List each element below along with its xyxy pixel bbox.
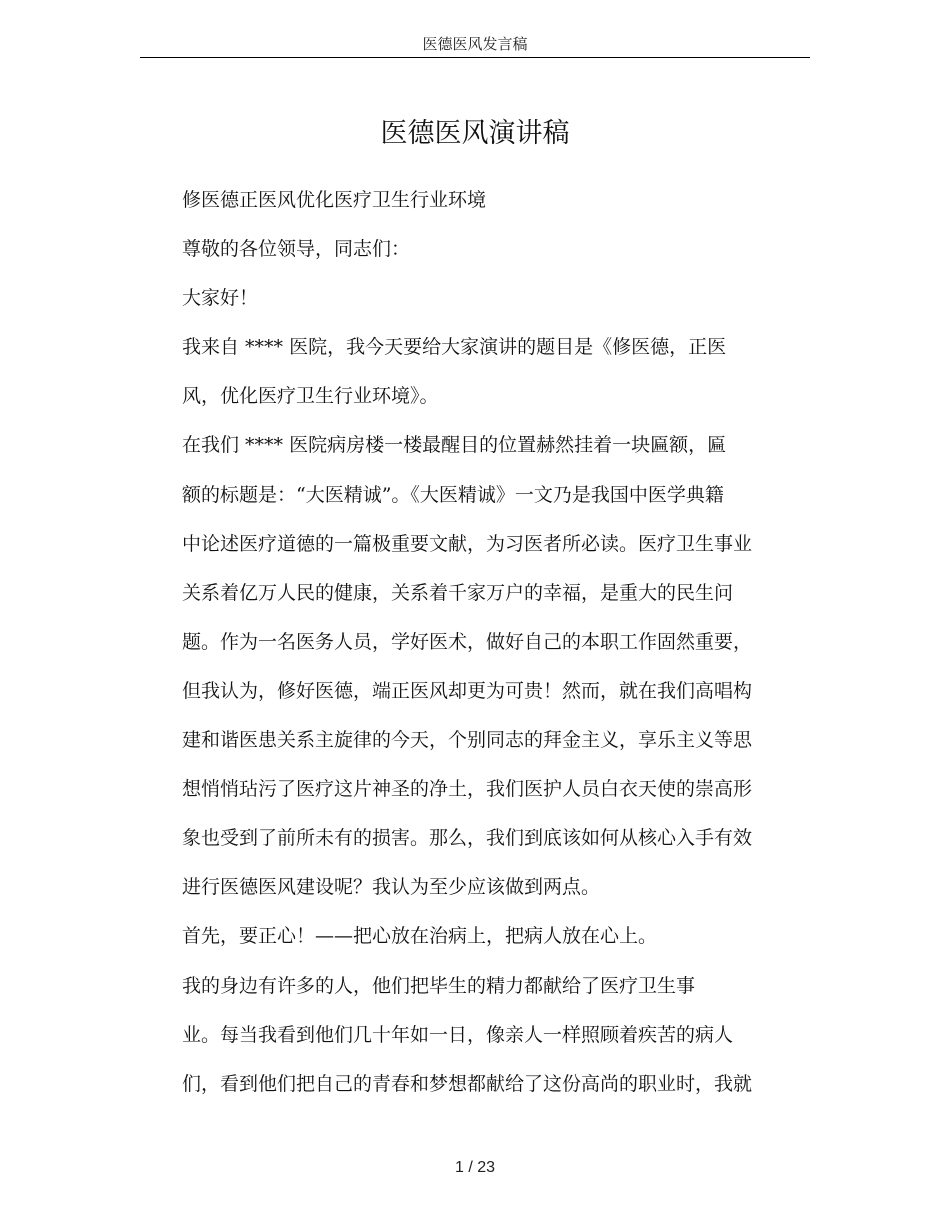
paragraph-colleagues (140, 962, 768, 1109)
paragraph-plaque (140, 421, 768, 912)
text-line: 尊敬的各位领导，同志们： (182, 238, 411, 261)
paragraph-introduction (140, 323, 768, 421)
text-line: 象也受到了前所未有的损害。那么，我们到底该如何从核心入手有效 (182, 827, 753, 850)
text-line: 建和谐医患关系主旋律的今天，个别同志的拜金主义，享乐主义等思 (182, 729, 753, 752)
text-line: 我来自 **** 医院，我今天要给大家演讲的题目是《修医德，正医 (182, 336, 727, 359)
text-line: 我的身边有许多的人，他们把毕生的精力都献给了医疗卫生事 (182, 974, 696, 997)
text-line: 们，看到他们把自己的青春和梦想都献给了这份高尚的职业时，我就 (182, 1072, 753, 1095)
paragraph-first-point (140, 912, 768, 961)
paragraph-subtitle (140, 176, 768, 225)
text-line: 修医德正医风优化医疗卫生行业环境 (182, 189, 487, 211)
text-line: 题。作为一名医务人员，学好医术，做好自己的本职工作固然重要， (182, 630, 753, 653)
text-line: 首先，要正心！——把心放在治病上，把病人放在心上。 (182, 925, 658, 948)
document-title: 医德医风演讲稿 (380, 118, 570, 149)
text-line: 业。每当我看到他们几十年如一日，像亲人一样照顾着疾苦的病人 (182, 1023, 734, 1046)
text-line: 关系着亿万人民的健康，关系着千家万户的幸福，是重大的民生问 (182, 581, 734, 604)
text-line: 在我们 **** 医院病房楼一楼最醒目的位置赫然挂着一块匾额，匾 (182, 434, 727, 457)
text-line: 但我认为，修好医德，端正医风却更为可贵！然而，就在我们高唱构 (182, 679, 753, 702)
running-header: 医德医风发言稿 (422, 35, 528, 53)
text-line: 想悄悄玷污了医疗这片神圣的净土，我们医护人员白衣天使的崇高形 (182, 778, 753, 801)
text-line: 额的标题是：“大医精诚”。《大医精诚》一文乃是我国中医学典籍 (182, 483, 724, 506)
text-line: 风，优化医疗卫生行业环境》。 (182, 385, 439, 408)
paragraph-greeting (140, 274, 768, 323)
header-divider (140, 57, 810, 58)
page-number: 1 / 23 (454, 1159, 496, 1176)
paragraph-salutation (140, 225, 768, 274)
document-body (140, 176, 768, 1109)
text-line: 进行医德医风建设呢？我认为至少应该做到两点。 (182, 876, 601, 899)
text-line: 中论述医疗道德的一篇极重要文献，为习医者所必读。医疗卫生事业 (182, 532, 753, 555)
text-line: 大家好！ (182, 287, 259, 310)
